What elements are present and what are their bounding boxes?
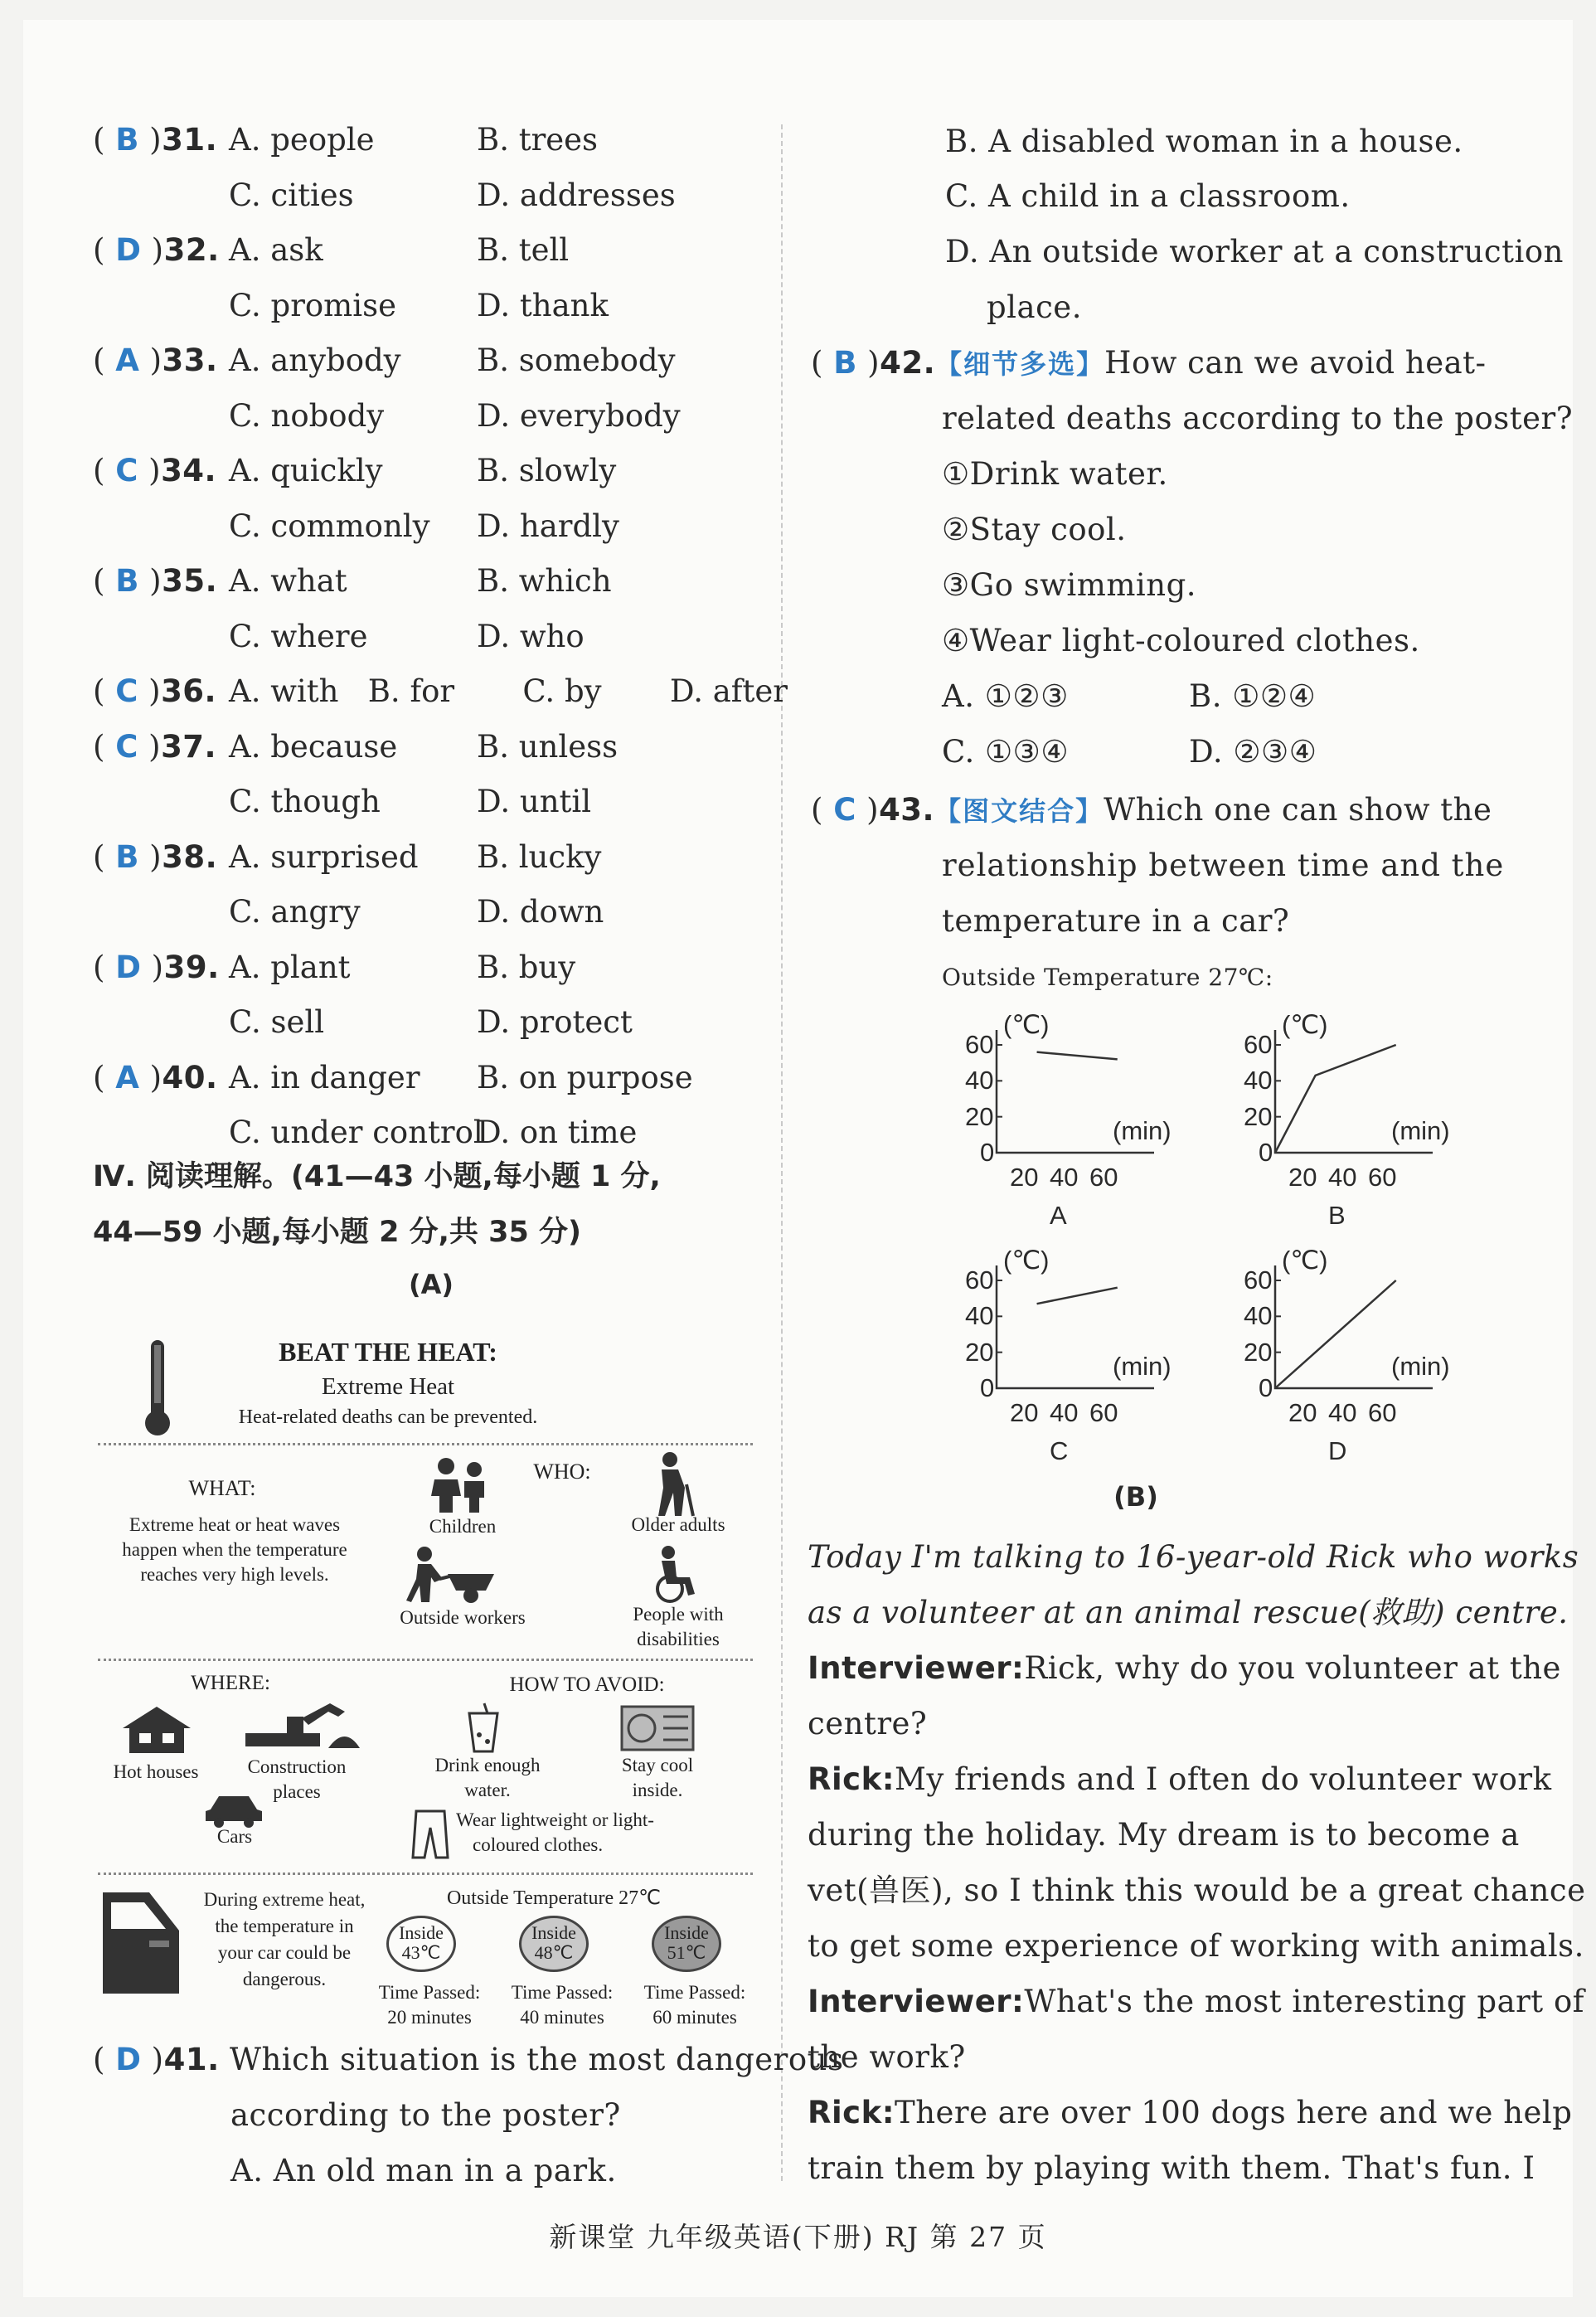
- series-line: [1037, 1288, 1118, 1304]
- q43-stem-1: Which one can show the: [1104, 792, 1492, 828]
- interview-line: [808, 2038, 966, 2077]
- how-wear-1: Wear lightweight or light-: [456, 1809, 654, 1830]
- answer-43: C: [833, 792, 856, 828]
- option: D. addresses: [477, 177, 676, 213]
- y-tick-label: 40: [965, 1066, 994, 1095]
- series-line: [1037, 1052, 1118, 1060]
- y-tick-label: 20: [965, 1101, 994, 1131]
- question-32: ( D )32.: [93, 232, 220, 268]
- children-icon: [423, 1456, 497, 1514]
- question-39: ( D )39.: [93, 950, 220, 985]
- interview-line: [808, 1705, 927, 1743]
- answer-letter: C: [115, 729, 138, 765]
- inside-label: Inside: [664, 1922, 709, 1943]
- question-31: ( B )31.: [93, 122, 218, 158]
- pants-icon: [411, 1809, 449, 1859]
- q41-option-c: C. A child in a classroom.: [945, 178, 1351, 214]
- option: A. ask: [229, 232, 323, 268]
- wheelchair-icon: [647, 1546, 705, 1604]
- interview-text-line: There are over 100 dogs here and we help: [895, 2095, 1573, 2130]
- interview-line: [808, 2094, 1572, 2132]
- option: A. quickly: [229, 453, 383, 488]
- question-number: 34.: [161, 453, 217, 488]
- x-axis-label: (min): [1391, 1116, 1450, 1145]
- option: C. nobody: [229, 398, 385, 434]
- option: B. slowly: [477, 453, 617, 488]
- column-divider: [781, 124, 783, 2181]
- q41-stem-2: according to the poster?: [230, 2097, 621, 2133]
- interview-line: [808, 1983, 1584, 2021]
- interview-line: [808, 1927, 1584, 1965]
- answer-letter: C: [115, 673, 138, 709]
- temp-value: 51℃: [667, 1942, 706, 1963]
- question-number: 37.: [161, 729, 217, 765]
- y-tick-label: 40: [965, 1301, 994, 1331]
- question-37: ( C )37.: [93, 729, 217, 765]
- interview-text-line: during the holiday. My dream is to become a: [808, 1817, 1520, 1853]
- how-water: water.: [464, 1780, 511, 1800]
- x-axis-label: (min): [1391, 1352, 1450, 1381]
- option: D. hardly: [477, 508, 619, 544]
- graph-b: [1224, 1005, 1472, 1230]
- q41-option-d-2: place.: [987, 289, 1082, 325]
- excavator-icon: [237, 1700, 361, 1751]
- interview-text-line: centre?: [808, 1706, 928, 1741]
- part-a-label: (A): [408, 1269, 454, 1300]
- question-number: 40.: [162, 1060, 218, 1095]
- option: A. plant: [229, 950, 351, 985]
- temp-badge-40min: [519, 1916, 589, 1972]
- options-row: A. with B. for C. by D. after: [229, 673, 788, 709]
- y-tick-label: 40: [1244, 1301, 1273, 1331]
- heat-poster: [98, 1319, 761, 2032]
- interview-line: [808, 1816, 1520, 1854]
- option: D. down: [477, 894, 604, 930]
- who-people-with: People with: [633, 1604, 724, 1625]
- interview-line: [808, 2149, 1535, 2188]
- interview-text-line: vet(兽医), so I think this would be a great chance: [808, 1873, 1586, 1908]
- option: B. unless: [477, 729, 619, 765]
- speaker-label: Rick:: [808, 1761, 895, 1797]
- poster-title: BEAT THE HEAT:: [279, 1337, 497, 1367]
- question-number: 35.: [162, 563, 218, 599]
- who-disabilities: disabilities: [637, 1629, 720, 1649]
- question-number: 41.: [163, 2042, 220, 2077]
- answer-41: D: [115, 2042, 142, 2077]
- poster-subtitle: Extreme Heat: [321, 1373, 455, 1400]
- inside-label: Inside: [531, 1922, 576, 1943]
- option: D. on time: [477, 1115, 638, 1150]
- section-heading-line1: Ⅳ. 阅读理解。(41—43 小题,每小题 1 分,: [93, 1160, 661, 1193]
- what-text-2: happen when the temperature: [122, 1539, 347, 1560]
- q42-item-3: ③Go swimming.: [942, 567, 1197, 603]
- y-axis-label: (℃): [1282, 1010, 1328, 1039]
- option: D. everybody: [477, 398, 681, 434]
- option: C. sell: [229, 1004, 325, 1040]
- answer-letter: A: [115, 342, 140, 378]
- x-tick-label: 40: [1050, 1398, 1079, 1427]
- option: A. what: [229, 563, 347, 599]
- q43-stem-2: relationship between time and the: [942, 848, 1505, 883]
- option: B. on purpose: [477, 1060, 693, 1095]
- graph-a: [945, 1005, 1194, 1230]
- y-tick-label: 20: [1244, 1337, 1273, 1367]
- x-tick-label: 40: [1328, 1163, 1357, 1192]
- thermometer-icon: [141, 1338, 174, 1438]
- y-axis-label: (℃): [1003, 1246, 1050, 1275]
- q42-option-d: D. ②③④: [1189, 734, 1317, 770]
- graph-option-label: A: [1050, 1201, 1067, 1230]
- car-icon: [204, 1793, 264, 1828]
- x-tick-label: 60: [1089, 1163, 1118, 1192]
- question-tag: 【图文结合】: [934, 795, 1104, 827]
- option: C. under control: [229, 1115, 483, 1150]
- question-number: 31.: [162, 122, 218, 158]
- q42-option-b: B. ①②④: [1189, 678, 1317, 714]
- x-tick-label: 20: [1010, 1163, 1039, 1192]
- interview-line: [808, 1761, 1552, 1799]
- answer-letter: D: [115, 232, 142, 268]
- series-line: [1275, 1045, 1396, 1153]
- y-tick-label: 40: [1244, 1066, 1273, 1095]
- graph-option-label: B: [1328, 1201, 1346, 1230]
- question-35: ( B )35.: [93, 563, 218, 599]
- poster-tagline: Heat-related deaths can be prevented.: [238, 1406, 538, 1428]
- how-label: HOW TO AVOID:: [509, 1673, 665, 1696]
- temp-badge-20min: [386, 1916, 456, 1972]
- option: A. because: [229, 729, 398, 765]
- y-tick-label: 60: [1244, 1030, 1273, 1059]
- outside-temp-label: Outside Temperature 27℃: [446, 1887, 662, 1909]
- temp-value: 43℃: [401, 1942, 441, 1963]
- question-number: 43.: [879, 792, 935, 828]
- option: B. buy: [477, 950, 576, 985]
- option: C. commonly: [229, 508, 430, 544]
- x-tick-label: 40: [1328, 1398, 1357, 1427]
- who-outside-workers: Outside workers: [400, 1607, 526, 1628]
- poster-divider: [98, 1873, 753, 1875]
- option: C. promise: [229, 288, 396, 323]
- option: D. who: [477, 619, 585, 654]
- y-axis-label: (℃): [1282, 1246, 1328, 1275]
- time-40: 40 minutes: [520, 2007, 604, 2028]
- q42-option-c: C. ①③④: [942, 734, 1070, 770]
- y-tick-label: 60: [965, 1265, 994, 1295]
- question-tag: 【细节多选】: [935, 348, 1105, 380]
- option: A. anybody: [229, 342, 401, 378]
- question-40: ( A )40.: [93, 1060, 218, 1095]
- where-construction: Construction: [247, 1756, 347, 1777]
- y-tick-label: 0: [980, 1138, 995, 1167]
- time-60: 60 minutes: [652, 2007, 737, 2028]
- what-label: WHAT:: [188, 1476, 256, 1500]
- x-axis-label: (min): [1113, 1352, 1172, 1381]
- drink-cup-icon: [463, 1702, 504, 1753]
- page-footer: 新课堂 九年级英语(下册) RJ 第 27 页: [549, 2221, 1047, 2253]
- option: A. people: [229, 122, 375, 158]
- air-conditioner-icon: [620, 1705, 695, 1751]
- interview-text-line: What's the most interesting part of: [1024, 1984, 1584, 2019]
- option: B. trees: [477, 122, 599, 158]
- answer-letter: B: [115, 839, 139, 875]
- how-stay-cool: Stay cool: [621, 1755, 694, 1775]
- option: B. tell: [477, 232, 570, 268]
- part-b-intro-1: Today I'm talking to 16-year-old Rick who works: [808, 1539, 1579, 1575]
- option: C. where: [229, 619, 368, 654]
- x-tick-label: 40: [1050, 1163, 1079, 1192]
- y-axis-label: (℃): [1003, 1010, 1050, 1039]
- graph-option-label: C: [1050, 1436, 1069, 1465]
- q42-stem-1: How can we avoid heat-: [1104, 345, 1487, 381]
- car-text-3: your car could be: [217, 1942, 352, 1963]
- question-number: 38.: [162, 839, 218, 875]
- speaker-label: Rick:: [808, 2095, 895, 2130]
- graph-d: [1224, 1241, 1472, 1465]
- how-inside: inside.: [632, 1780, 683, 1800]
- q42-option-a: A. ①②③: [942, 678, 1069, 714]
- interview-text-line: the work?: [808, 2039, 966, 2075]
- q41-option-d-1: D. An outside worker at a construction: [945, 234, 1564, 270]
- option: A. surprised: [229, 839, 419, 875]
- question-41: ( D )41. Which situation is the most dangerous: [93, 2042, 844, 2077]
- q41-stem-1: Which situation is the most dangerous: [229, 2042, 844, 2077]
- part-b-label: (B): [1113, 1481, 1158, 1513]
- series-line: [1275, 1280, 1396, 1388]
- interview-text-line: My friends and I often do volunteer work: [895, 1761, 1552, 1797]
- option: C. though: [229, 784, 381, 819]
- y-tick-label: 0: [1259, 1373, 1273, 1402]
- interview-text-line: to get some experience of working with animals.: [808, 1928, 1584, 1964]
- car-text-4: dangerous.: [242, 1969, 327, 1989]
- option: C. cities: [229, 177, 354, 213]
- y-tick-label: 0: [1259, 1138, 1273, 1167]
- question-38: ( B )38.: [93, 839, 218, 875]
- graph-c: [945, 1241, 1194, 1465]
- who-older-adults: Older adults: [631, 1514, 725, 1535]
- car-text-1: During extreme heat,: [203, 1889, 366, 1910]
- option: D. protect: [477, 1004, 633, 1040]
- option: B. which: [477, 563, 612, 599]
- where-cars: Cars: [216, 1826, 253, 1847]
- section-heading-line2: 44—59 小题,每小题 2 分,共 35 分): [93, 1216, 581, 1249]
- x-tick-label: 60: [1368, 1398, 1397, 1427]
- poster-divider: [98, 1659, 753, 1661]
- q41-option-a: A. An old man in a park.: [230, 2153, 617, 2188]
- who-children: Children: [429, 1516, 497, 1537]
- option: D. thank: [477, 288, 609, 323]
- what-text-3: reaches very high levels.: [140, 1564, 329, 1585]
- poster-divider: [98, 1443, 753, 1445]
- temp-badge-60min: [652, 1916, 721, 1972]
- answer-42: B: [833, 345, 857, 381]
- y-tick-label: 0: [980, 1373, 995, 1402]
- outside-worker-icon: [406, 1546, 506, 1604]
- interview-text-line: Rick, why do you volunteer at the: [1024, 1650, 1561, 1686]
- y-tick-label: 60: [965, 1030, 994, 1059]
- speaker-label: Interviewer:: [808, 1650, 1025, 1686]
- y-tick-label: 20: [1244, 1101, 1273, 1131]
- time-passed-label: Time Passed:: [643, 1982, 746, 2003]
- answer-letter: C: [115, 453, 138, 488]
- q41-option-b: B. A disabled woman in a house.: [945, 124, 1463, 159]
- answer-letter: B: [115, 122, 139, 158]
- answer-letter: B: [115, 563, 139, 599]
- time-20: 20 minutes: [387, 2007, 472, 2028]
- x-tick-label: 20: [1288, 1163, 1317, 1192]
- x-axis-label: (min): [1113, 1116, 1172, 1145]
- car-door-icon: [99, 1889, 182, 1997]
- speaker-label: Interviewer:: [808, 1984, 1025, 2019]
- q43-stem-3: temperature in a car?: [942, 903, 1290, 939]
- x-tick-label: 60: [1368, 1163, 1397, 1192]
- how-drink: Drink enough: [434, 1755, 541, 1775]
- q42-item-4: ④Wear light-coloured clothes.: [942, 623, 1420, 658]
- y-tick-label: 20: [965, 1337, 994, 1367]
- q42-stem-2: related deaths according to the poster?: [942, 401, 1574, 436]
- question-number: 39.: [163, 950, 220, 985]
- y-tick-label: 60: [1244, 1265, 1273, 1295]
- interview-text-line: train them by playing with them. That's fun. I: [808, 2150, 1535, 2186]
- house-icon: [119, 1705, 194, 1755]
- interview-line: [808, 1872, 1586, 1910]
- option: A. in danger: [229, 1060, 420, 1095]
- q42-item-2: ②Stay cool.: [942, 512, 1127, 547]
- question-number: 42.: [880, 345, 936, 381]
- inside-label: Inside: [399, 1922, 444, 1943]
- option: B. somebody: [477, 342, 676, 378]
- time-passed-label: Time Passed:: [511, 1982, 614, 2003]
- interview-line: [808, 1649, 1561, 1688]
- answer-letter: A: [115, 1060, 140, 1095]
- part-b-intro-2: as a volunteer at an animal rescue(救助) centre.: [808, 1595, 1569, 1630]
- q43-caption: Outside Temperature 27℃:: [942, 964, 1273, 991]
- option: D. until: [477, 784, 592, 819]
- question-number: 36.: [161, 673, 217, 709]
- question-number: 33.: [162, 342, 218, 378]
- option: C. angry: [229, 894, 361, 930]
- who-label: WHO:: [533, 1460, 591, 1484]
- x-tick-label: 20: [1288, 1398, 1317, 1427]
- question-43: ( C )43.【图文结合】Which one can show the: [811, 792, 1492, 828]
- where-places: places: [273, 1781, 321, 1802]
- x-tick-label: 60: [1089, 1398, 1118, 1427]
- question-36: ( C )36.: [93, 673, 217, 709]
- how-wear-2: coloured clothes.: [473, 1834, 604, 1855]
- x-tick-label: 20: [1010, 1398, 1039, 1427]
- older-adult-icon: [645, 1451, 703, 1518]
- where-hot-houses: Hot houses: [113, 1761, 199, 1782]
- what-text-1: Extreme heat or heat waves: [129, 1514, 341, 1535]
- answer-letter: D: [115, 950, 142, 985]
- temp-value: 48℃: [534, 1942, 574, 1963]
- question-number: 32.: [163, 232, 220, 268]
- time-passed-label: Time Passed:: [378, 1982, 481, 2003]
- option: B. lucky: [477, 839, 602, 875]
- question-42: ( B )42.【细节多选】How can we avoid heat-: [811, 345, 1487, 381]
- question-33: ( A )33.: [93, 342, 218, 378]
- where-label: WHERE:: [191, 1672, 270, 1694]
- q42-item-1: ①Drink water.: [942, 456, 1168, 492]
- question-34: ( C )34.: [93, 453, 217, 488]
- graph-option-label: D: [1328, 1436, 1347, 1465]
- car-text-2: the temperature in: [215, 1916, 354, 1936]
